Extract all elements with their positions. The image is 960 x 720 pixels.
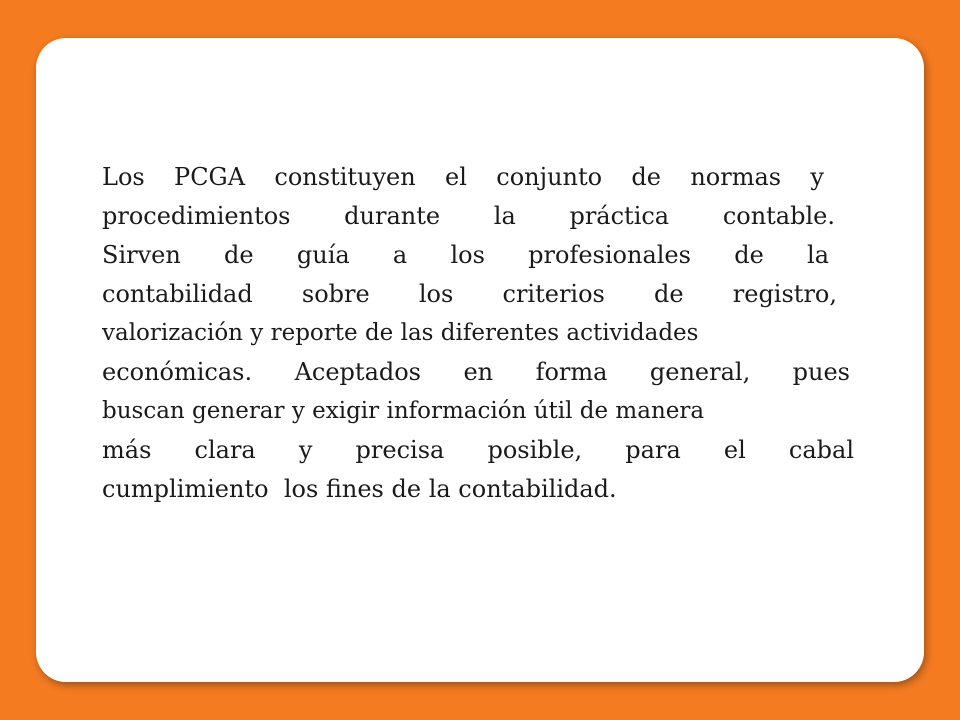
paragraph-line: más clara y precisa posible, para el cabal — [102, 436, 854, 464]
paragraph-line: Los PCGA constituyen el conjunto de normas y — [102, 163, 824, 191]
paragraph-line: contabilidad sobre los criterios de registro, — [102, 280, 837, 308]
paragraph-line: Sirven de guía a los profesionales de la — [102, 241, 829, 269]
paragraph-line: valorización y reporte de las diferentes actividades — [102, 320, 699, 346]
paragraph-line: buscan generar y exigir información útil de manera — [102, 398, 705, 424]
paragraph — [102, 158, 854, 509]
paragraph-line: cumplimiento los fines de la contabilidad. — [102, 475, 617, 503]
paragraph-line: procedimientos durante la práctica contable. — [102, 202, 835, 230]
paragraph-line: económicas. Aceptados en forma general, pues — [102, 358, 850, 386]
